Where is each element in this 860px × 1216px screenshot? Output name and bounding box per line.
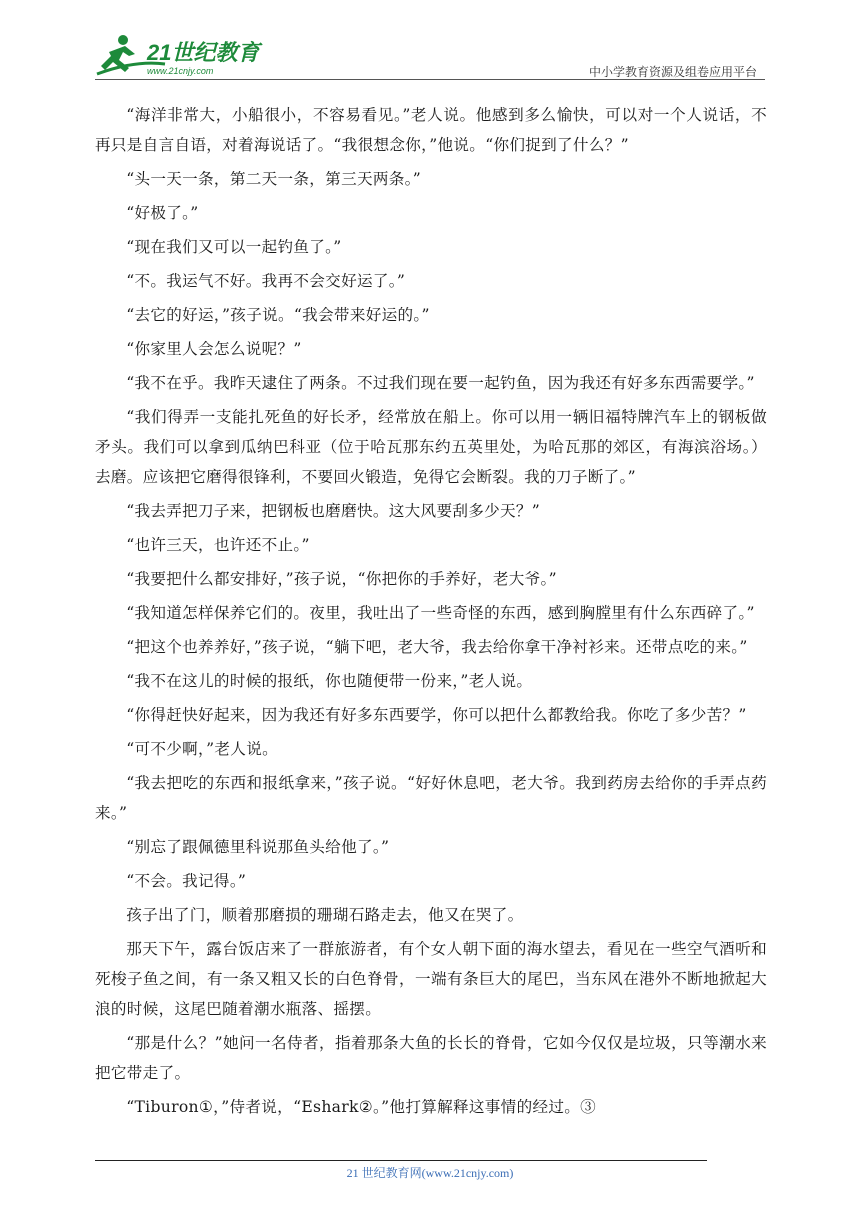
paragraph: “我去弄把刀子来，把钢板也磨磨快。这大风要刮多少天？” xyxy=(126,502,541,520)
paragraph: “那是什么？”她问一名侍者，指着那条大鱼的长长的脊骨，它如今仅仅是垃圾，只等潮水来把它带走了。 xyxy=(95,1034,767,1082)
article-body xyxy=(95,100,767,1126)
footer-link[interactable]: 21 世纪教育网(www.21cnjy.com) xyxy=(346,1166,514,1180)
paragraph: “去它的好运，”孩子说。“我会带来好运的。” xyxy=(126,306,430,324)
paragraph: “海洋非常大，小船很小，不容易看见。”老人说。他感到多么愉快，可以对一个人说话，不再只是自言自语，对着海说话了。“我很想念你，”他说。“你们捉到了什么？” xyxy=(95,106,767,154)
paragraph: “我要把什么都安排好，”孩子说，“你把你的手养好，老大爷。” xyxy=(126,570,557,588)
page-header xyxy=(95,30,765,82)
logo-title: 21世纪教育 xyxy=(147,40,260,65)
paragraph: “我知道怎样保养它们的。夜里，我吐出了一些奇怪的东西，感到胸膛里有什么东西碎了。” xyxy=(126,604,755,622)
paragraph: “我去把吃的东西和报纸拿来，”孩子说。“好好休息吧，老大爷。我到药房去给你的手弄点药来。” xyxy=(95,774,767,822)
paragraph: “不会。我记得。” xyxy=(126,872,247,890)
paragraph: “别忘了跟佩德里科说那鱼头给他了。” xyxy=(126,838,390,856)
paragraph: “你得赶快好起来，因为我还有好多东西要学，你可以把什么都教给我。你吃了多少苦？” xyxy=(126,706,747,724)
paragraph: 那天下午，露台饭店来了一群旅游者，有个女人朝下面的海水望去，看见在一些空气酒听和死梭子鱼之间，有一条又粗又长的白色脊骨，一端有条巨大的尾巴，当东风在港外不断地掀起大浪的时候，这尾巴随着潮水瓶落、摇摆。 xyxy=(95,940,767,1018)
21cnjy-logo xyxy=(95,30,275,80)
paragraph: “头一天一条，第二天一条，第三天两条。” xyxy=(126,170,422,188)
paragraph: “我不在这儿的时候的报纸，你也随便带一份来，”老人说。 xyxy=(126,672,533,690)
paragraph: “可不少啊，”老人说。 xyxy=(126,740,278,758)
paragraph: “你家里人会怎么说呢？” xyxy=(126,340,302,358)
paragraph: “也许三天，也许还不止。” xyxy=(126,536,310,554)
paragraph: “不。我运气不好。我再不会交好运了。” xyxy=(126,272,406,290)
footer-divider xyxy=(95,1160,707,1161)
header-divider xyxy=(95,79,765,80)
paragraph: 孩子出了门，顺着那磨损的珊瑚石路走去，他又在哭了。 xyxy=(126,906,524,924)
paragraph: “把这个也养养好，”孩子说，“躺下吧，老大爷，我去给你拿干净衬衫来。还带点吃的来。” xyxy=(126,638,748,656)
logo-url: www.21cnjy.com xyxy=(147,66,214,76)
paragraph: “Tiburon①，”侍者说，“Eshark②。”他打算解释这事情的经过。③ xyxy=(126,1098,597,1116)
paragraph: “好极了。” xyxy=(126,204,199,222)
platform-tagline: 中小学教育资源及组卷应用平台 xyxy=(588,65,757,79)
paragraph: “现在我们又可以一起钓鱼了。” xyxy=(126,238,342,256)
paragraph: “我不在乎。我昨天逮住了两条。不过我们现在要一起钓鱼，因为我还有好多东西需要学。” xyxy=(126,374,755,392)
paragraph: “我们得弄一支能扎死鱼的好长矛，经常放在船上。你可以用一辆旧福特牌汽车上的钢板做矛头。我们可以拿到瓜纳巴科亚（位于哈瓦那东约五英里处，为哈瓦那的郊区，有海滨浴场。）去磨。应该把它磨得很锋利，不要回火锻造，免得它会断裂。我的刀子断了。” xyxy=(95,408,767,486)
